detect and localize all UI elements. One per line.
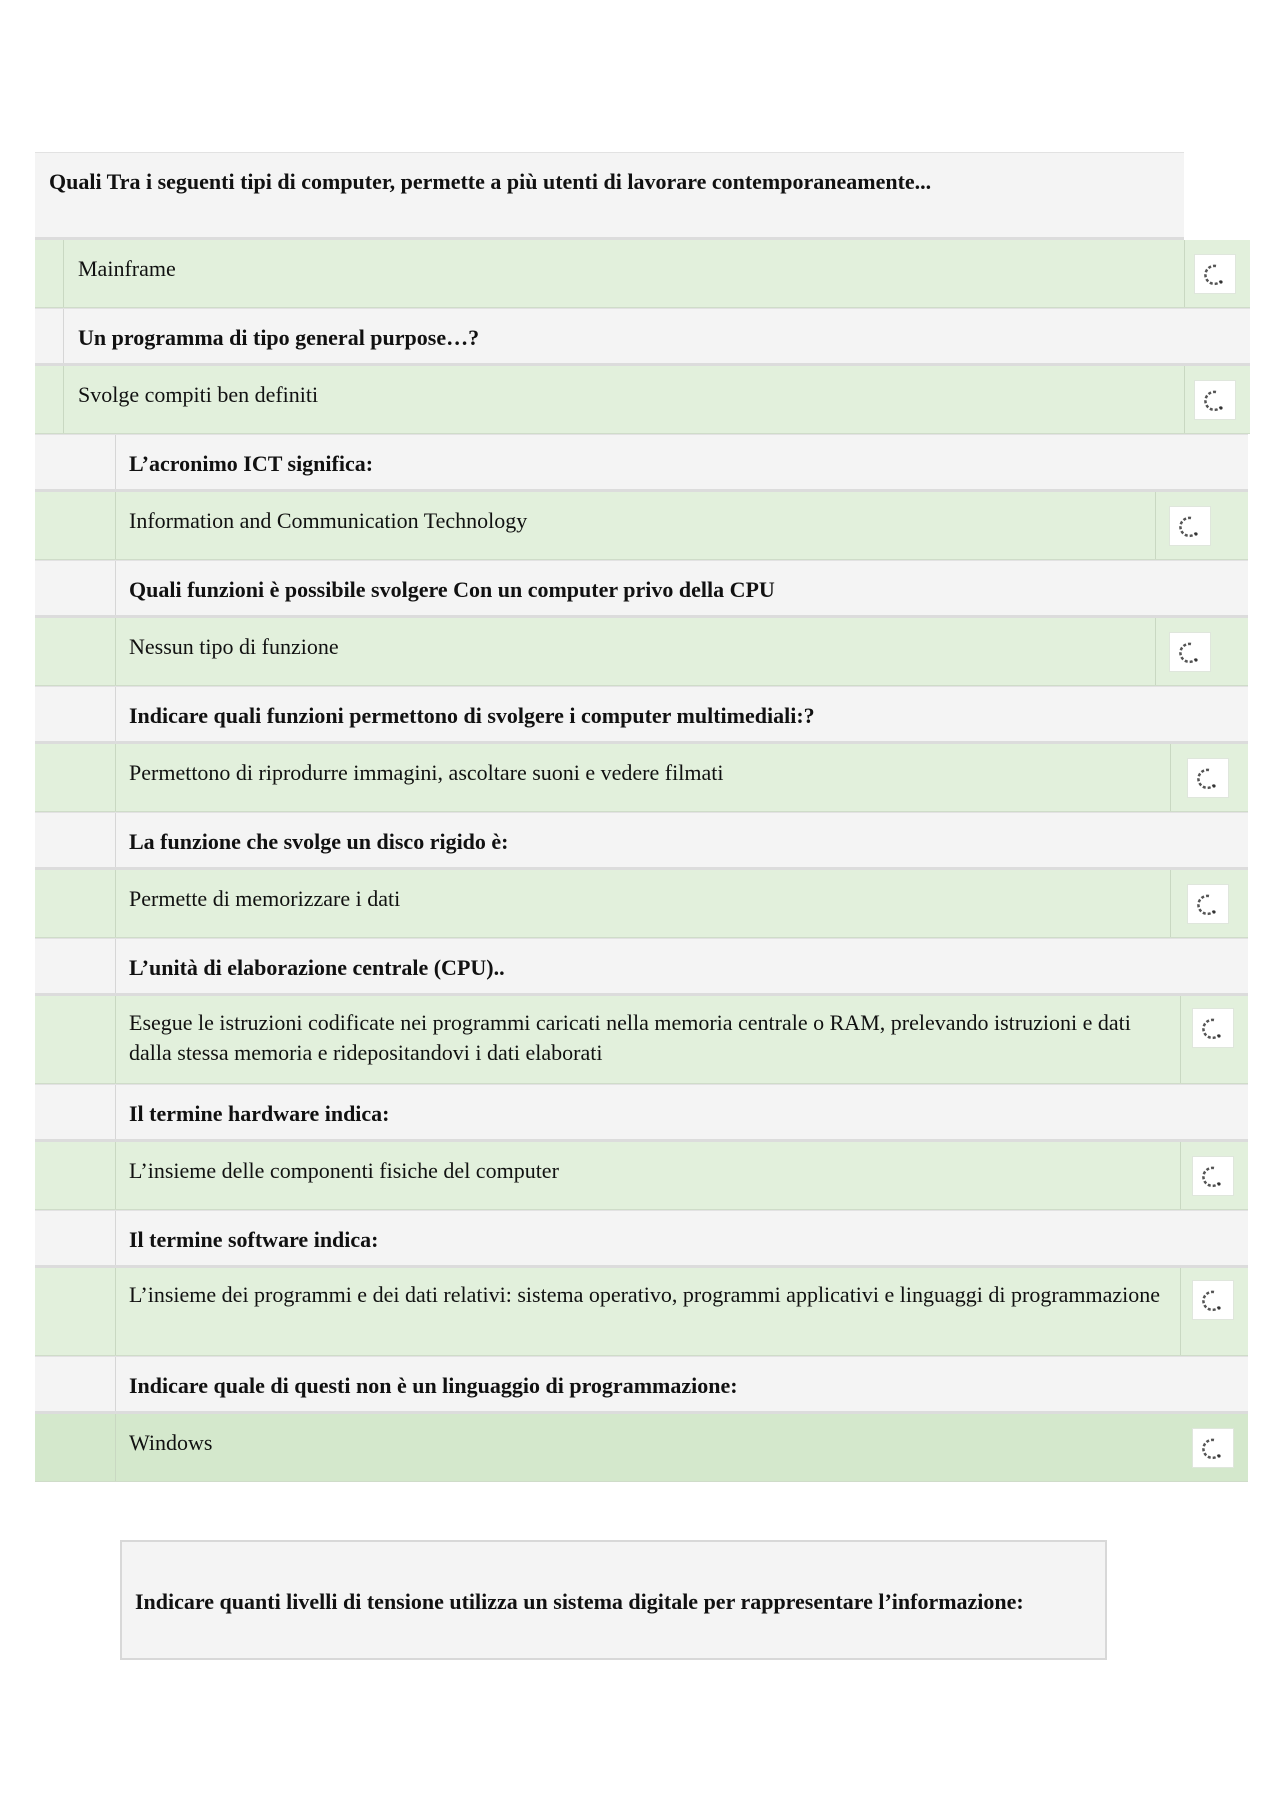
question-row <box>35 938 1248 996</box>
row-indent <box>35 618 116 685</box>
question-text: Il termine hardware indica: <box>129 1101 390 1126</box>
row-indent <box>35 744 116 811</box>
answer-radio[interactable] <box>1169 506 1211 546</box>
answer-text: Mainframe <box>78 256 176 281</box>
question-text: Il termine software indica: <box>129 1227 379 1252</box>
question-text: Quali funzioni è possibile svolgere Con un computer privo della CPU <box>129 577 775 602</box>
answer-radio[interactable] <box>1194 380 1236 420</box>
row-indent <box>35 1414 116 1481</box>
answer-row[interactable] <box>35 744 1248 812</box>
loading-radio-icon <box>1177 641 1203 667</box>
row-indent <box>35 870 116 937</box>
question-text: Indicare quale di questi non è un linguaggio di programmazione: <box>129 1373 738 1398</box>
row-indent <box>35 309 64 363</box>
loading-radio-icon <box>1195 767 1221 793</box>
row-indent <box>35 561 116 615</box>
answer-row[interactable] <box>35 996 1248 1084</box>
row-indent <box>35 1268 116 1355</box>
question-text: Indicare quali funzioni permettono di svolgere i computer multimediali:? <box>129 703 815 728</box>
row-indent <box>35 939 116 993</box>
row-indent <box>35 1357 116 1411</box>
question-text: Indicare quanti livelli di tensione utilizza un sistema digitale per rappresentare l’informazione: <box>135 1589 1024 1614</box>
question-row <box>35 686 1248 744</box>
answer-radio[interactable] <box>1192 1008 1234 1048</box>
question-row <box>35 1084 1248 1142</box>
answer-row[interactable] <box>35 1414 1248 1482</box>
answer-text: Esegue le istruzioni codificate nei programmi caricati nella memoria centrale o RAM, prelevando istruzioni e dati dalla stessa memoria e ridepositandovi i dati elaborati <box>129 1010 1131 1065</box>
question-text: L’unità di elaborazione centrale (CPU).. <box>129 955 505 980</box>
answer-text: Permettono di riprodurre immagini, ascoltare suoni e vedere filmati <box>129 760 724 785</box>
row-indent <box>35 435 116 489</box>
loading-radio-icon <box>1200 1017 1226 1043</box>
question-text: Un programma di tipo general purpose…? <box>78 325 480 350</box>
answer-text: Permette di memorizzare i dati <box>129 886 401 911</box>
row-indent <box>35 366 64 433</box>
loading-radio-icon <box>1195 893 1221 919</box>
question-text: L’acronimo ICT significa: <box>129 451 374 476</box>
question-row <box>35 560 1248 618</box>
question-text: La funzione che svolge un disco rigido è: <box>129 829 509 854</box>
answer-radio[interactable] <box>1169 632 1211 672</box>
question-row <box>35 152 1184 240</box>
answer-radio[interactable] <box>1187 758 1229 798</box>
question-box <box>120 1540 1107 1660</box>
answer-text: Svolge compiti ben definiti <box>78 382 319 407</box>
question-row <box>35 812 1248 870</box>
loading-radio-icon <box>1177 515 1203 541</box>
answer-row[interactable] <box>35 1142 1248 1210</box>
answer-text: Information and Communication Technology <box>129 508 528 533</box>
answer-radio[interactable] <box>1192 1428 1234 1468</box>
question-row <box>35 308 1250 366</box>
loading-radio-icon <box>1202 263 1228 289</box>
answer-text: L’insieme dei programmi e dei dati relativi: sistema operativo, programmi applicativi e linguaggi di programmazione <box>129 1282 1161 1307</box>
answer-radio[interactable] <box>1187 884 1229 924</box>
answer-row[interactable] <box>35 618 1248 686</box>
row-indent <box>35 813 116 867</box>
row-indent <box>35 240 64 307</box>
row-indent <box>35 687 116 741</box>
row-indent <box>35 996 116 1083</box>
row-indent <box>35 1085 116 1139</box>
question-text: Quali Tra i seguenti tipi di computer, permette a più utenti di lavorare contemporaneamente... <box>49 169 932 194</box>
answer-row[interactable] <box>35 240 1250 308</box>
row-indent <box>35 1142 116 1209</box>
answer-row[interactable] <box>35 492 1248 560</box>
answer-row[interactable] <box>35 1268 1248 1356</box>
answer-row[interactable] <box>35 870 1248 938</box>
question-row <box>35 1210 1248 1268</box>
answer-text: Windows <box>129 1430 213 1455</box>
row-indent <box>35 1211 116 1265</box>
question-row <box>35 434 1248 492</box>
answer-radio[interactable] <box>1192 1156 1234 1196</box>
loading-radio-icon <box>1200 1289 1226 1315</box>
answer-radio[interactable] <box>1194 254 1236 294</box>
loading-radio-icon <box>1200 1165 1226 1191</box>
answer-text: Nessun tipo di funzione <box>129 634 339 659</box>
row-indent <box>35 492 116 559</box>
answer-row[interactable] <box>35 366 1250 434</box>
loading-radio-icon <box>1200 1437 1226 1463</box>
answer-text: L’insieme delle componenti fisiche del computer <box>129 1158 559 1183</box>
answer-radio[interactable] <box>1192 1280 1234 1320</box>
loading-radio-icon <box>1202 389 1228 415</box>
question-row <box>35 1356 1248 1414</box>
